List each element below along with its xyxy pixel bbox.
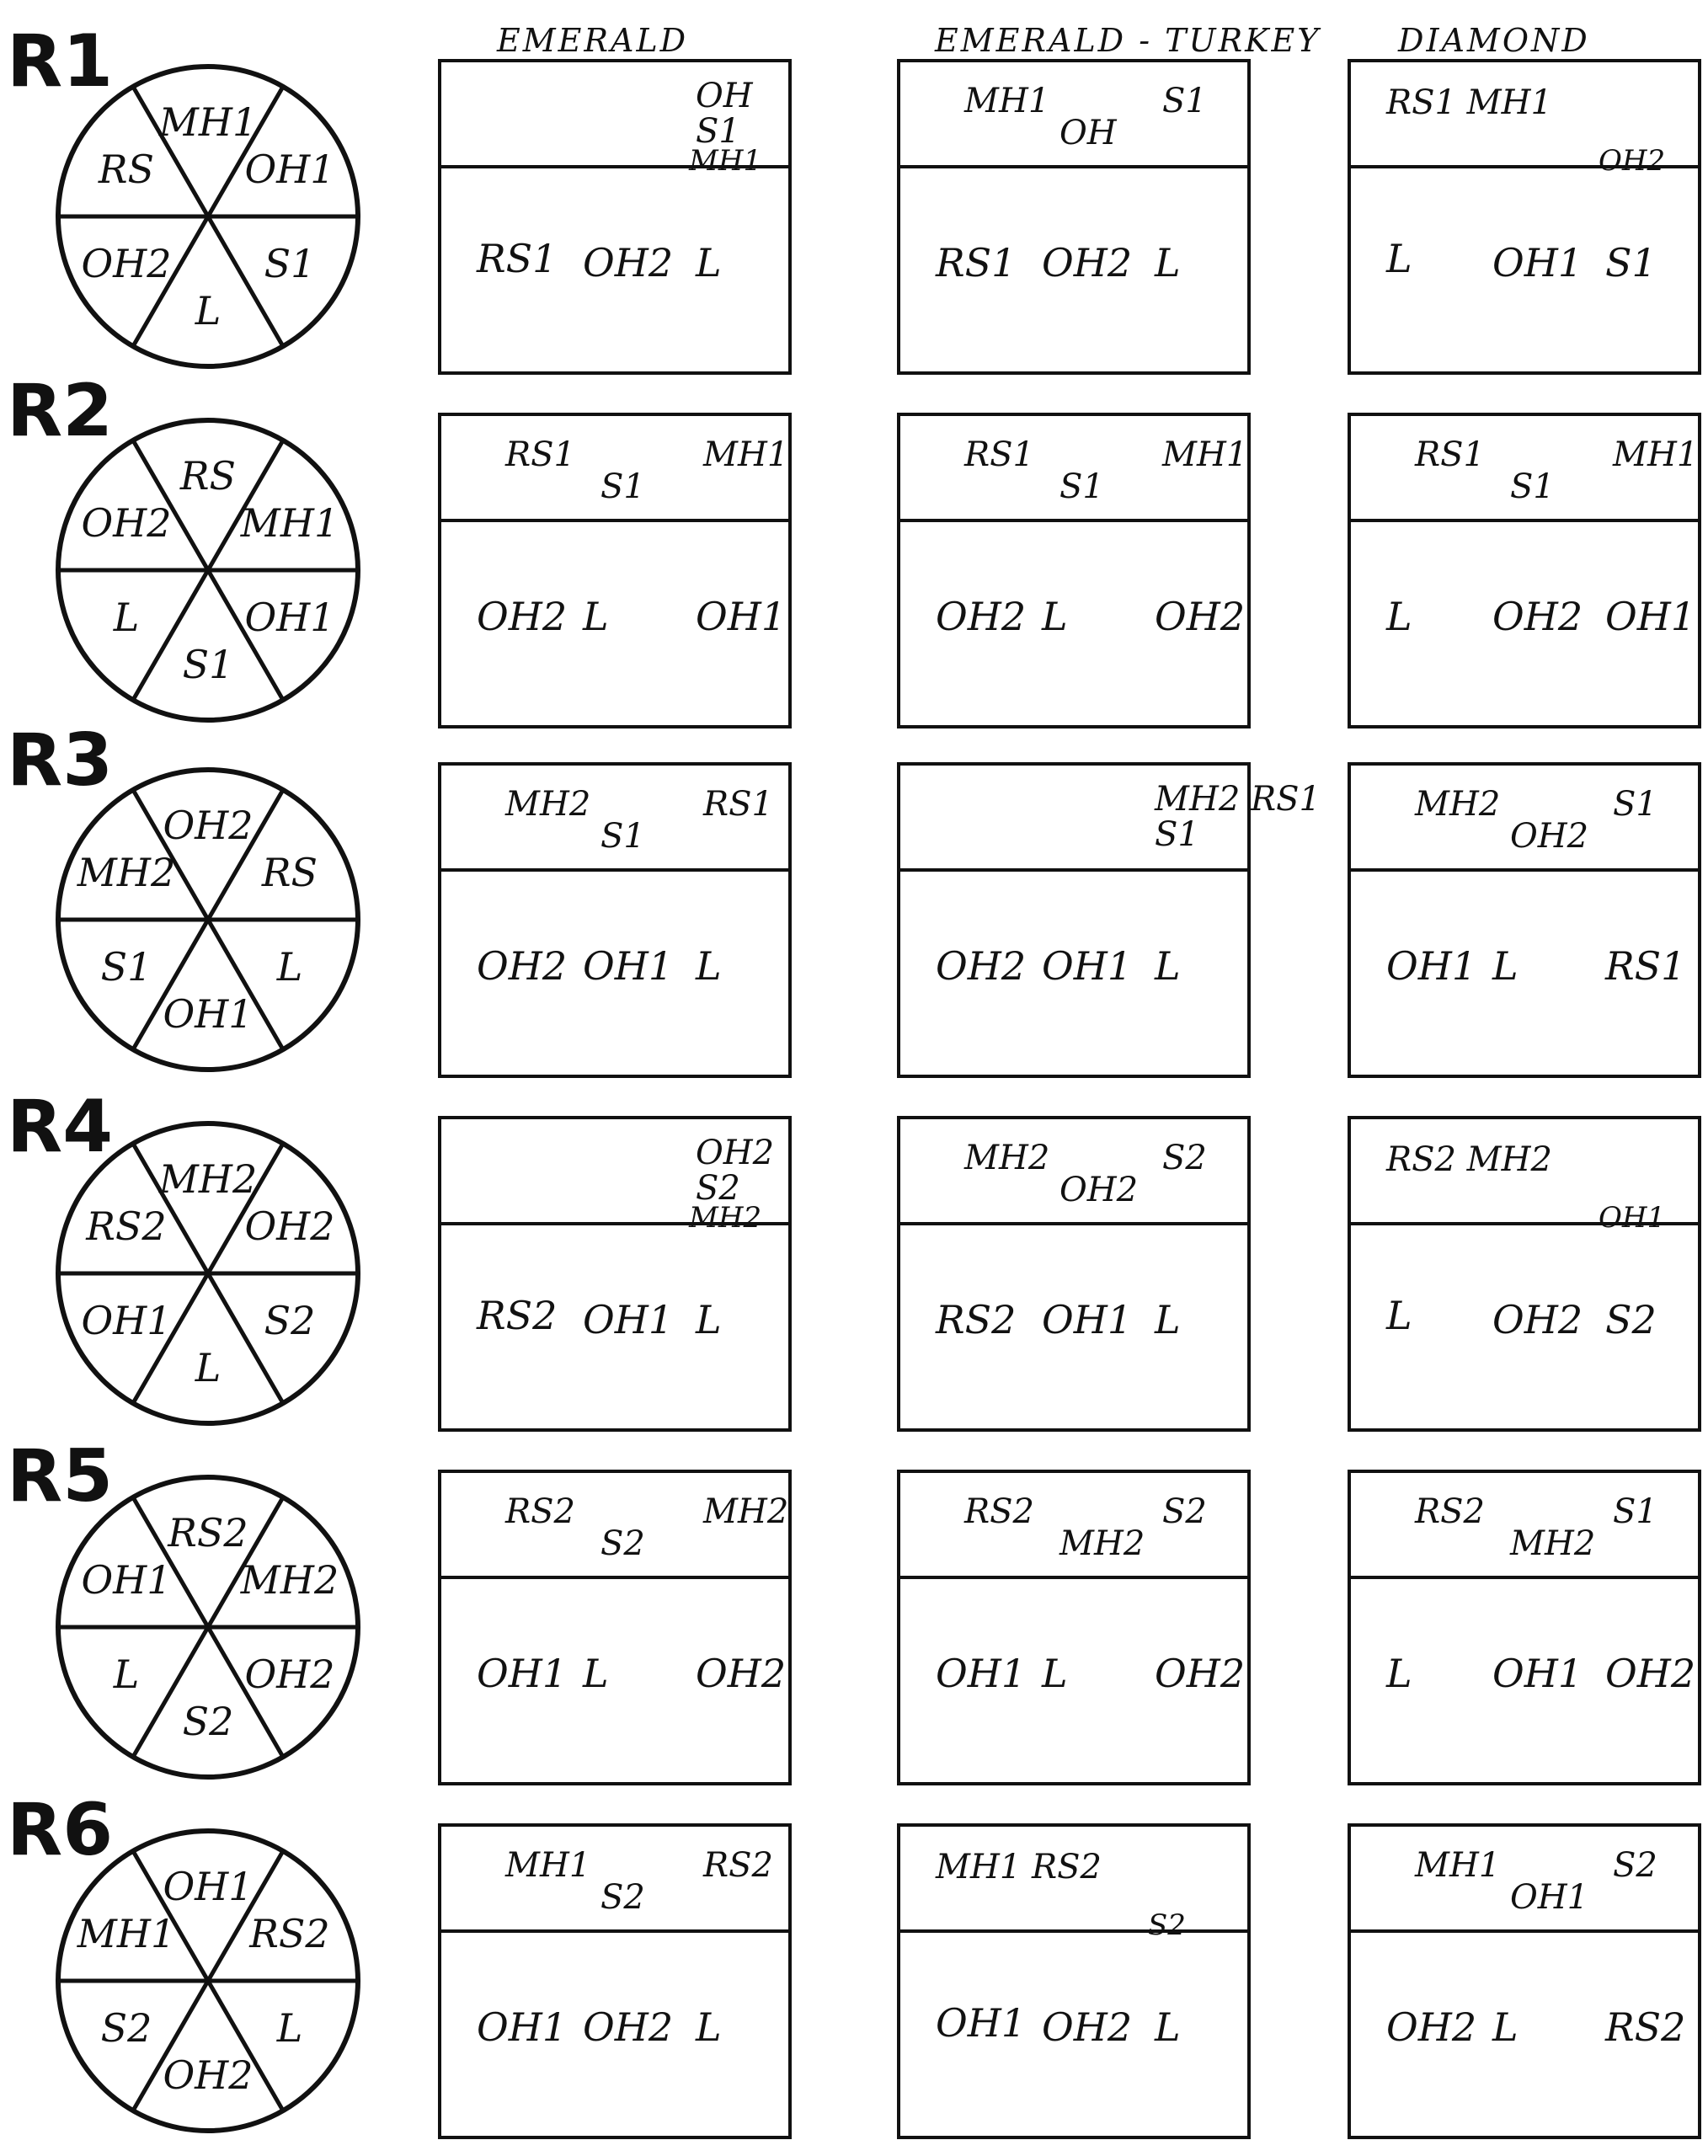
column-heading-diamond: DIAMOND <box>1398 22 1590 59</box>
box-divider <box>1351 1576 1698 1579</box>
box-bottom-item: L <box>1155 1297 1181 1342</box>
box-top-item: MH1 <box>1415 1846 1501 1885</box>
box-bottom-item: RS1 <box>1605 943 1686 989</box>
box-top-item: RS2 <box>1415 1492 1485 1531</box>
box-top-item: S2 <box>1162 1492 1207 1531</box>
box-bottom-item: L <box>1042 594 1068 639</box>
wheel-sector-label: MH2 <box>158 1156 258 1202</box>
zone-wheel <box>52 1118 364 1429</box>
wheel-sector-label: L <box>113 1652 140 1697</box>
wheel-sector-label: OH2 <box>81 241 172 286</box>
box-bottom-item: OH2 <box>1042 2004 1133 2050</box>
wheel-sector-label: S1 <box>264 241 316 286</box>
wheel-sector-label: L <box>195 1345 222 1390</box>
drill-box <box>897 1116 1251 1432</box>
box-divider <box>900 165 1247 168</box>
box-bottom-item: OH1 <box>936 1651 1027 1696</box>
box-bottom-item: L <box>1155 2004 1181 2050</box>
box-bottom-item: OH2 <box>1605 1651 1696 1696</box>
box-bottom-item: S1 <box>1605 240 1657 286</box>
wheel-sector-label: OH1 <box>163 1864 254 1909</box>
drill-box <box>1348 59 1701 375</box>
box-top-item: MH1 <box>1162 435 1248 474</box>
box-top-item: RS2 <box>505 1492 575 1531</box>
drill-box <box>897 59 1251 375</box>
wheel-sector-label: L <box>276 944 303 990</box>
box-bottom-item: OH1 <box>477 2004 568 2050</box>
box-top-item: S2 <box>600 1878 645 1917</box>
box-bottom-item: OH1 <box>583 943 674 989</box>
box-bottom-item: MH2 <box>689 1201 762 1235</box>
box-top-item: MH1 <box>1613 435 1699 474</box>
drill-box <box>438 1823 792 2139</box>
box-bottom-item: L <box>583 1651 609 1696</box>
box-top-item: S1 <box>1155 815 1199 854</box>
box-bottom-item: OH2 <box>1599 144 1666 178</box>
box-top-item: MH2 <box>703 1492 789 1531</box>
box-divider <box>900 868 1247 872</box>
box-top-item: MH1 <box>505 1846 591 1885</box>
box-top-item: S2 <box>696 1169 740 1208</box>
wheel-sector-label: MH1 <box>240 500 339 546</box>
drill-box <box>1348 1470 1701 1785</box>
box-bottom-item: OH1 <box>583 1297 674 1342</box>
box-top-item: S2 <box>1162 1139 1207 1177</box>
box-bottom-item: OH2 <box>1155 594 1246 639</box>
box-top-item: S1 <box>696 112 740 151</box>
wheel-sector-label: RS2 <box>249 1911 330 1956</box>
box-bottom-item: S2 <box>1605 1297 1657 1342</box>
wheel-sector-label: S2 <box>264 1298 316 1343</box>
wheel-sector-label: RS2 <box>86 1203 167 1249</box>
box-bottom-item: OH1 <box>1599 1201 1666 1235</box>
drill-box <box>438 1470 792 1785</box>
box-top-item: S1 <box>600 467 645 506</box>
box-bottom-item: L <box>696 1297 722 1342</box>
box-bottom-item: OH2 <box>1492 1297 1583 1342</box>
wheel-sector-label: S2 <box>100 2005 152 2051</box>
box-bottom-item: OH2 <box>936 594 1027 639</box>
box-bottom-item: OH2 <box>1155 1651 1246 1696</box>
drill-box <box>897 762 1321 1078</box>
box-top-item: OH <box>696 77 753 115</box>
box-bottom-item: OH2 <box>583 240 674 286</box>
wheel-sector-label: OH1 <box>244 147 335 192</box>
box-top-item: RS1 <box>964 435 1034 474</box>
box-top-item: OH2 <box>696 1134 775 1172</box>
box-top-item: MH2 <box>964 1139 1050 1177</box>
box-divider <box>900 519 1247 522</box>
box-top-item: RS2 MH2 <box>1386 1140 1552 1179</box>
box-top-item: OH2 <box>1510 817 1589 856</box>
wheel-sector-label: MH2 <box>240 1557 339 1603</box>
box-top-item: OH2 <box>1059 1171 1139 1209</box>
box-bottom-item: L <box>1155 240 1181 286</box>
box-top-item: S2 <box>600 1524 645 1563</box>
box-top-item: S1 <box>1613 1492 1657 1531</box>
box-bottom-item: L <box>1386 1651 1412 1696</box>
wheel-sector-label: MH2 <box>77 850 176 895</box>
wheel-sector-label: OH2 <box>163 2052 254 2098</box>
drill-box <box>1348 1823 1701 2139</box>
wheel-sector-label: L <box>195 288 222 334</box>
box-top-item: S1 <box>1162 82 1207 120</box>
zone-wheel <box>52 1471 364 1783</box>
box-bottom-item: OH1 <box>1042 1297 1133 1342</box>
box-bottom-item: L <box>1492 2004 1519 2050</box>
box-bottom-item: RS1 <box>477 236 558 281</box>
row-label: R4 <box>7 1085 114 1169</box>
box-bottom-item: OH2 <box>477 594 568 639</box>
box-divider <box>900 1929 1247 1933</box>
box-bottom-item: RS2 <box>477 1293 558 1338</box>
box-bottom-item: OH1 <box>696 594 787 639</box>
box-bottom-item: OH2 <box>936 943 1027 989</box>
row-label: R3 <box>7 718 114 803</box>
wheel-sector-label: S2 <box>182 1699 234 1744</box>
box-top-item: RS2 <box>703 1846 773 1885</box>
drill-box <box>1348 1116 1701 1432</box>
wheel-sector-label: OH2 <box>244 1203 335 1249</box>
box-divider <box>1351 519 1698 522</box>
box-divider <box>1351 868 1698 872</box>
drill-box <box>438 1116 792 1432</box>
box-top-item: RS1 <box>703 785 773 824</box>
wheel-sector-label: S1 <box>182 642 234 687</box>
box-bottom-item: MH1 <box>689 144 762 178</box>
box-divider <box>900 1222 1247 1225</box>
box-top-item: S1 <box>1510 467 1555 506</box>
box-top-item: MH1 <box>703 435 789 474</box>
wheel-sector-label: RS <box>179 453 237 499</box>
box-top-item: MH2 <box>1059 1524 1145 1563</box>
box-top-item: RS2 <box>964 1492 1034 1531</box>
wheel-sector-label: OH2 <box>244 1652 335 1697</box>
box-bottom-item: L <box>696 2004 722 2050</box>
box-divider <box>900 1576 1247 1579</box>
box-bottom-item: OH1 <box>1386 943 1477 989</box>
box-bottom-item: L <box>1386 1293 1412 1338</box>
box-bottom-item: OH2 <box>583 2004 674 2050</box>
drill-box <box>438 413 792 728</box>
zone-wheel <box>52 61 364 372</box>
wheel-sector-label: RS <box>261 850 318 895</box>
box-top-item: RS1 <box>1415 435 1485 474</box>
box-bottom-item: OH1 <box>1605 594 1696 639</box>
box-bottom-item: L <box>1386 236 1412 281</box>
box-bottom-item: L <box>1042 1651 1068 1696</box>
box-divider <box>441 519 788 522</box>
box-bottom-item: L <box>696 240 722 286</box>
row-label: R1 <box>7 19 114 104</box>
wheel-sector-label: S1 <box>100 944 152 990</box>
drill-box <box>897 413 1251 728</box>
box-top-item: MH2 RS1 <box>1155 780 1321 819</box>
box-top-item: RS1 MH1 <box>1386 83 1552 122</box>
box-bottom-item: OH2 <box>477 943 568 989</box>
box-bottom-item: OH1 <box>1492 1651 1583 1696</box>
box-bottom-item: OH2 <box>1492 594 1583 639</box>
row-label: R6 <box>7 1788 114 1872</box>
drill-box <box>1348 762 1701 1078</box>
zone-wheel <box>52 764 364 1075</box>
box-bottom-item: S2 <box>1148 1908 1186 1942</box>
box-top-item: MH2 <box>505 785 591 824</box>
wheel-sector-label: L <box>113 595 140 640</box>
box-bottom-item: RS2 <box>1605 2004 1686 2050</box>
box-top-item: MH2 <box>1415 785 1501 824</box>
wheel-sector-label: OH2 <box>81 500 172 546</box>
row-label: R5 <box>7 1434 114 1518</box>
wheel-sector-label: OH2 <box>163 803 254 848</box>
box-top-item: RS1 <box>505 435 575 474</box>
column-heading-emerald: EMERALD <box>497 22 689 59</box>
box-divider <box>441 868 788 872</box>
box-top-item: MH1 RS2 <box>936 1848 1102 1886</box>
wheel-sector-label: OH1 <box>163 991 254 1037</box>
wheel-sector-label: OH1 <box>81 1557 172 1603</box>
drill-box <box>438 59 792 375</box>
box-bottom-item: RS1 <box>936 240 1017 286</box>
box-top-item: MH1 <box>964 82 1050 120</box>
box-divider <box>441 1929 788 1933</box>
wheel-sector-label: OH1 <box>244 595 335 640</box>
box-bottom-item: OH1 <box>1042 943 1133 989</box>
wheel-sector-label: L <box>276 2005 303 2051</box>
box-bottom-item: OH2 <box>1386 2004 1477 2050</box>
box-bottom-item: OH2 <box>1042 240 1133 286</box>
box-top-item: S1 <box>600 817 645 856</box>
box-top-item: S2 <box>1613 1846 1657 1885</box>
drill-box <box>897 1823 1251 2139</box>
box-bottom-item: RS2 <box>936 1297 1017 1342</box>
box-bottom-item: OH1 <box>477 1651 568 1696</box>
box-top-item: OH1 <box>1510 1878 1589 1917</box>
wheel-sector-label: MH1 <box>158 99 258 145</box>
zone-wheel <box>52 414 364 726</box>
box-bottom-item: L <box>583 594 609 639</box>
box-bottom-item: OH1 <box>1492 240 1583 286</box>
wheel-sector-label: RS <box>98 147 155 192</box>
box-bottom-item: L <box>1492 943 1519 989</box>
drill-box <box>1348 413 1701 728</box>
wheel-sector-label: RS2 <box>168 1510 248 1556</box>
box-bottom-item: OH2 <box>696 1651 787 1696</box>
row-label: R2 <box>7 369 114 453</box>
zone-wheel <box>52 1825 364 2137</box>
drill-box <box>897 1470 1251 1785</box>
wheel-sector-label: OH1 <box>81 1298 172 1343</box>
box-top-item: MH2 <box>1510 1524 1596 1563</box>
box-top-item: OH <box>1059 114 1117 152</box>
box-bottom-item: OH1 <box>936 2000 1027 2046</box>
box-bottom-item: L <box>1386 594 1412 639</box>
box-divider <box>1351 1929 1698 1933</box>
wheel-sector-label: MH1 <box>77 1911 176 1956</box>
box-divider <box>441 1576 788 1579</box>
box-bottom-item: L <box>1155 943 1181 989</box>
box-top-item: S1 <box>1059 467 1104 506</box>
column-heading-emerald-turkey: EMERALD - TURKEY <box>935 22 1321 59</box>
drill-box <box>438 762 792 1078</box>
box-bottom-item: L <box>696 943 722 989</box>
box-top-item: S1 <box>1613 785 1657 824</box>
